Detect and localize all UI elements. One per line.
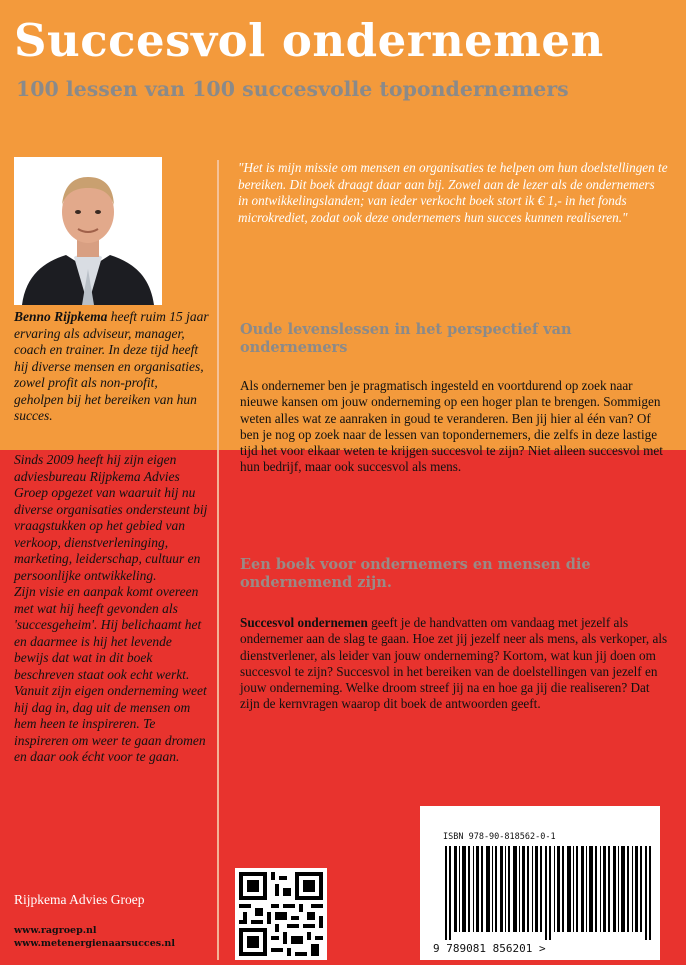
book-title: Succesvol ondernemen <box>14 14 604 67</box>
isbn-label: ISBN 978-90-818562-0-1 <box>443 832 556 842</box>
column-divider <box>217 160 219 960</box>
section2-body-text: geeft je de handvatten om vandaag met jezelf als ondernemer aan de slag te gaan. Hoe zet jij jezelf neer als mens, als verkoper, als dienstverlener, als leider van jouw onderneming? Kortom, wat kun jij doen om succesvol te zijn? Succesvol in het bereiken van de doelstellingen van jezelf en jouw onderneming. Welke droom streef jij na en hoe ga jij die realiseren? Dat zijn de kernvragen waarop dit boek de antwoorden geeft. <box>240 615 668 712</box>
section2-heading: Een boek voor ondernemers en mensen die ondernemend zijn. <box>240 556 591 591</box>
bio-paragraph-2: Sinds 2009 heeft hij zijn eigen adviesbureau Rijpkema Advies Groep opgezet van waaruit hij nu diverse organisaties ondersteunt bij vraagstukken op het gebied van verkoop, dienstverleninging, marketing, leiderschap, cultuur en persoonlijke ontwikkeling. <box>14 452 208 583</box>
section2-book-title: Succesvol ondernemen <box>240 615 368 630</box>
barcode-number: 9 789081 856201 > <box>433 942 546 955</box>
bio-paragraph-3: Zijn visie en aanpak komt overeen met wat hij heeft gevonden als 'succesgeheim'. Hij belichaamt het en daarmee is hij het levende bewijs dat wat in dit boek beschreven staat ook echt werkt. <box>14 584 202 682</box>
author-name: Benno Rijpkema <box>14 309 108 324</box>
author-intro: heeft ruim 15 jaar ervaring als adviseur, manager, coach en trainer. In deze tijd heeft hij diverse mensen en organisaties, zowel profit als non-profit, geholpen bij het bereiken van hun succes. <box>14 309 209 423</box>
bio-paragraph-4: Vanuit zijn eigen onderneming weet hij dag in, dag uit de mensen om hem heen te inspireren. Te inspireren om weer te gaan dromen en daar ook écht voor te gaan. <box>14 683 207 764</box>
company-name: Rijpkema Advies Groep <box>14 892 145 907</box>
website-link-2[interactable]: www.metenergienaarsucces.nl <box>14 938 175 949</box>
quote-text: "Het is mijn missie om mensen en organisaties te helpen om hun doelstellingen te bereiken. Dit boek draagt daar aan bij. Zowel aan de lezer als de ondernemers in ontwikkelingslanden; van ieder verkocht boek stort ik € 1,- in het fonds microkrediet, zodat ook deze ondernemers hun succes kunnen realiseren." <box>238 160 668 225</box>
qr-code-icon <box>235 868 327 960</box>
book-subtitle: 100 lessen van 100 succesvolle topondernemers <box>16 77 569 101</box>
author-bio-continued <box>14 452 209 766</box>
author-photo <box>14 157 162 305</box>
section1-body: Als ondernemer ben je pragmatisch ingesteld en voortdurend op zoek naar nieuwe kansen om jouw onderneming op een hoger plan te brengen. Sommigen weten alles wat ze aanraken in goud te veranderen. Ben jij hier al één van? Of ben je nog op zoek naar de lessen van topondernemers, die zelfs in deze lastige tijd het voor elkaar weten te krijgen succesvol te zijn? Niet alleen succesvol met hun bedrijf, maar ook succesvol als mens. <box>240 378 663 475</box>
section2-body <box>240 615 672 713</box>
website-link-1[interactable]: www.ragroep.nl <box>14 925 97 936</box>
section1-heading: Oude levenslessen in het perspectief van ondernemers <box>240 321 572 356</box>
author-bio <box>14 309 209 425</box>
qr-code <box>235 868 327 960</box>
author-quote <box>238 160 668 226</box>
barcode-icon <box>445 846 655 940</box>
author-photo-icon <box>14 157 162 305</box>
